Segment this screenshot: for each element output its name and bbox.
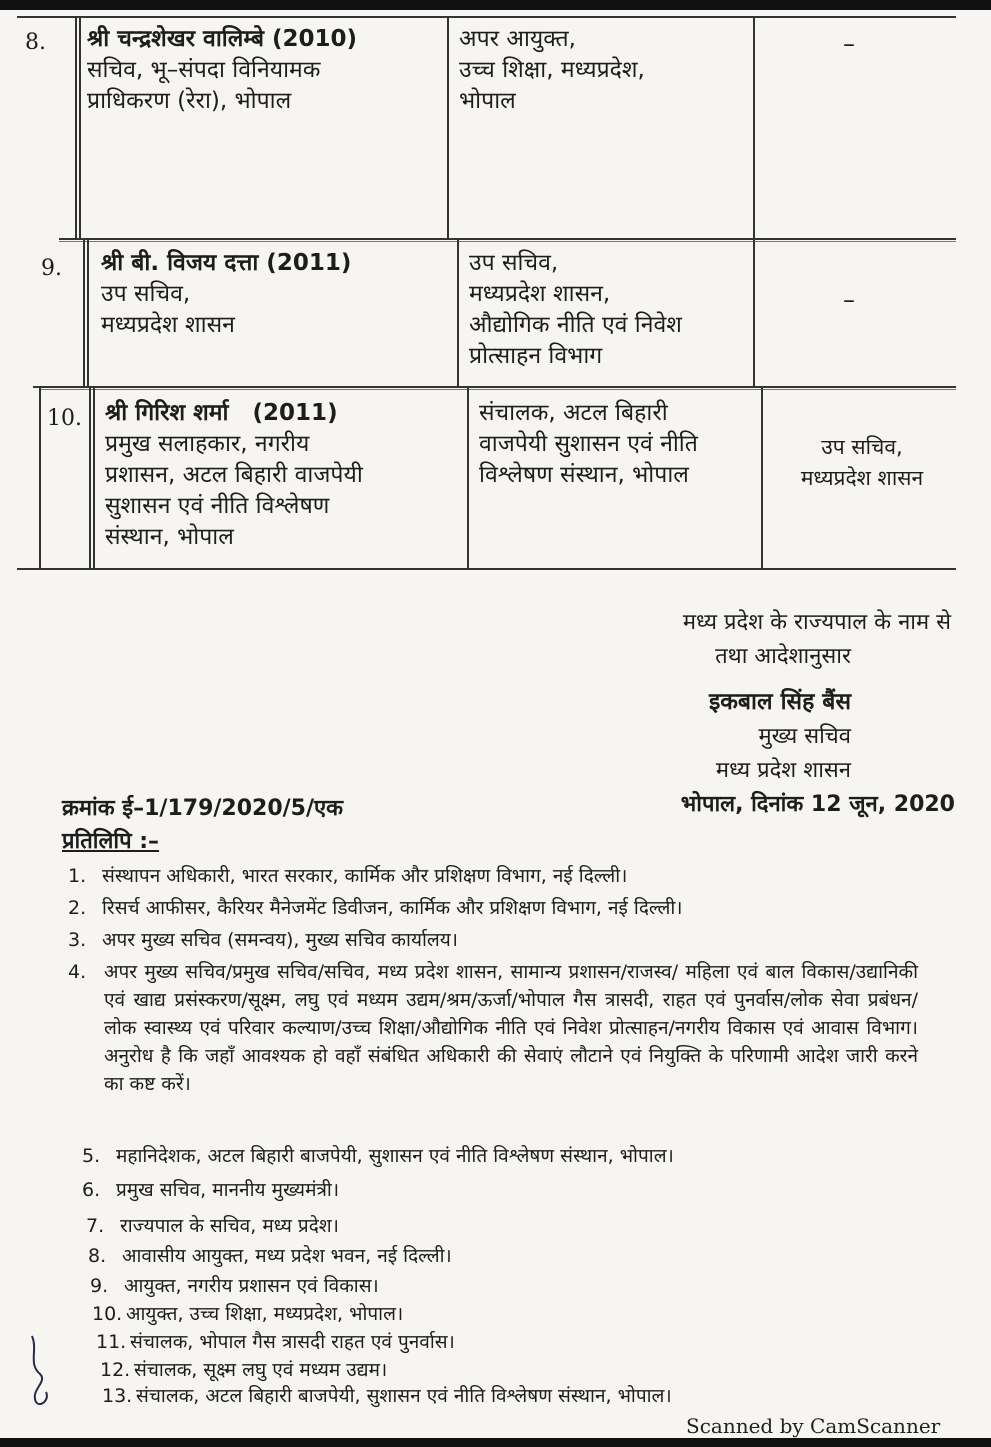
item-number: 7. <box>86 1215 105 1237</box>
new-posting <box>469 248 754 372</box>
table-column-rule <box>93 388 95 568</box>
item-text: अपर मुख्य सचिव (समन्वय), मुख्य सचिव कार्यालय। <box>102 929 458 951</box>
row-number: 9. <box>41 256 62 281</box>
scan-top-edge <box>0 0 991 10</box>
extra-charge: – <box>843 30 855 58</box>
signature-line-2: तथा आदेशानुसार <box>715 644 851 669</box>
item-number: 10. <box>92 1303 123 1325</box>
table-column-rule <box>447 16 449 238</box>
signatory-name: इकबाल सिंह बैंस <box>708 689 851 715</box>
item-text: संचालक, भोपाल गैस त्रासदी राहत एवं पुनर्वास। <box>130 1331 455 1353</box>
copy-recipient-item <box>68 926 458 954</box>
current-post-line: उप सचिव, <box>101 281 191 307</box>
item-text: आवासीय आयुक्त, मध्य प्रदेश भवन, नई दिल्ली। <box>122 1245 452 1267</box>
additional-charge <box>767 432 957 494</box>
current-post-line: प्रशासन, अटल बिहारी वाजपेयी <box>105 462 363 488</box>
table-column-rule <box>753 16 755 238</box>
new-post-line: संचालक, अटल बिहारी <box>479 400 668 426</box>
copy-recipient-item <box>82 1176 339 1204</box>
item-text: महानिदेशक, अटल बिहारी बाजपेयी, सुशासन एवं नीति विश्लेषण संस्थान, भोपाल। <box>116 1145 674 1167</box>
officer-transfer-table <box>17 16 956 574</box>
item-text: आयुक्त, उच्च शिक्षा, मध्यप्रदेश, भोपाल। <box>126 1303 404 1325</box>
extra-line: मध्यप्रदेश शासन <box>800 466 924 490</box>
current-post-line: संस्थान, भोपाल <box>105 524 234 550</box>
item-text: प्रमुख सचिव, माननीय मुख्यमंत्री। <box>116 1179 340 1201</box>
item-number: 5. <box>82 1145 101 1167</box>
table-rule <box>17 16 956 18</box>
item-number: 9. <box>90 1275 109 1297</box>
extra-line: उप सचिव, <box>821 435 903 459</box>
current-post-line: प्राधिकरण (रेरा), भोपाल <box>87 88 292 114</box>
new-post-line: प्रोत्साहन विभाग <box>469 343 603 369</box>
officer-details <box>101 248 451 341</box>
officer-name: श्री चन्द्रशेखर वालिम्बे (2010) <box>87 26 357 52</box>
table-column-rule <box>457 238 459 388</box>
copy-recipient-item <box>96 1328 455 1356</box>
new-posting <box>459 24 749 117</box>
item-text: आयुक्त, नगरीय प्रशासन एवं विकास। <box>124 1275 379 1297</box>
table-rule <box>33 386 956 388</box>
table-column-rule <box>79 16 81 238</box>
extra-charge: – <box>843 286 855 314</box>
copy-recipient-item <box>68 958 918 1098</box>
copy-recipient-item <box>86 1212 339 1240</box>
scanner-watermark: Scanned by CamScanner <box>686 1414 941 1438</box>
table-rule <box>59 238 956 240</box>
new-post-line: अपर आयुक्त, <box>459 26 576 52</box>
officer-details <box>105 398 465 553</box>
new-post-line: विश्लेषण संस्थान, भोपाल <box>479 462 689 488</box>
officer-details <box>87 24 447 117</box>
item-number: 3. <box>68 929 87 951</box>
copy-to-heading: प्रतिलिपि :– <box>62 829 160 854</box>
item-number: 13. <box>102 1385 133 1407</box>
item-number: 6. <box>82 1179 101 1201</box>
new-post-line: उच्च शिक्षा, मध्यप्रदेश, <box>459 57 645 83</box>
copy-recipient-item <box>82 1142 674 1170</box>
row-number: 10. <box>47 406 82 431</box>
signatory-office: मध्य प्रदेश शासन <box>715 758 851 783</box>
row-number: 8. <box>25 30 46 55</box>
item-number: 12. <box>100 1359 131 1381</box>
copy-recipient-item <box>68 894 682 922</box>
item-text: राज्यपाल के सचिव, मध्य प्रदेश। <box>120 1215 339 1237</box>
table-column-rule <box>467 388 469 568</box>
handwritten-initial-mark <box>20 1330 60 1410</box>
item-text: रिसर्च आफीसर, कैरियर मैनेजमेंट डिवीजन, कार्मिक और प्रशिक्षण विभाग, नई दिल्ली। <box>102 897 683 919</box>
signatory-designation: मुख्य सचिव <box>758 724 851 749</box>
copy-recipient-item <box>90 1272 379 1300</box>
order-reference-number: क्रमांक ई–1/179/2020/5/एक <box>62 796 344 821</box>
item-text: संचालक, सूक्ष्म लघु एवं मध्यम उद्यम। <box>134 1359 388 1381</box>
order-place-date: भोपाल, दिनांक 12 जून, 2020 <box>680 792 955 817</box>
copy-recipient-item <box>92 1300 403 1328</box>
table-column-rule <box>83 238 85 388</box>
new-post-line: उप सचिव, <box>469 250 559 276</box>
item-text: संस्थापन अधिकारी, भारत सरकार, कार्मिक और प्रशिक्षण विभाग, नई दिल्ली। <box>102 865 628 887</box>
table-column-rule <box>75 16 77 238</box>
scan-bottom-edge <box>0 1438 991 1447</box>
item-number: 4. <box>68 961 87 983</box>
copy-recipient-item <box>102 1382 672 1410</box>
current-post-line: सचिव, भू–संपदा विनियामक <box>87 57 321 83</box>
new-post-line: मध्यप्रदेश शासन, <box>469 281 611 307</box>
new-post-line: भोपाल <box>459 88 516 114</box>
table-column-rule <box>87 238 89 388</box>
item-number: 1. <box>68 865 87 887</box>
current-post-line: सुशासन एवं नीति विश्लेषण <box>105 493 330 519</box>
table-rule <box>39 389 956 390</box>
table-column-rule <box>89 388 91 568</box>
item-number: 2. <box>68 897 87 919</box>
table-rule <box>17 568 956 570</box>
officer-name: श्री गिरिश शर्मा (2011) <box>105 400 338 426</box>
document-page <box>0 10 991 1438</box>
new-posting <box>479 398 764 491</box>
signature-line-1: मध्य प्रदेश के राज्यपाल के नाम से <box>682 610 951 635</box>
item-number: 11. <box>96 1331 127 1353</box>
current-post-line: मध्यप्रदेश शासन <box>101 312 235 338</box>
table-column-rule <box>39 388 41 568</box>
item-text: अपर मुख्य सचिव/प्रमुख सचिव/सचिव, मध्य प्रदेश शासन, सामान्य प्रशासन/राजस्व/ महिला एवं बाल विकास/उद्यानिकी एवं खाद्य प्रसंस्करण/सूक्ष्म, लघु एवं मध्यम उद्यम/श्रम/ऊर्जा/भोपाल गैस त्रासदी, राहत एवं पुनर्वास/लोक सेवा प्रबंधन/लोक स्वास्थ्य एवं परिवार कल्याण/उच्च शिक्षा/औद्योगिक नीति एवं निवेश प्रोत्साहन/नगरीय विकास एवं आवास विभाग। अनुरोध है कि जहाँ आवश्यक हो वहाँ संबंधित अधिकारी की सेवाएं लौटाने एवं नियुक्ति के परिणामी आदेश जारी करने का कष्ट करें। <box>104 961 918 1095</box>
current-post-line: प्रमुख सलाहकार, नगरीय <box>105 431 310 457</box>
officer-name: श्री बी. विजय दत्ता (2011) <box>101 250 352 276</box>
item-number: 8. <box>88 1245 107 1267</box>
item-text: संचालक, अटल बिहारी बाजपेयी, सुशासन एवं नीति विश्लेषण संस्थान, भोपाल। <box>136 1385 672 1407</box>
new-post-line: औद्योगिक नीति एवं निवेश <box>469 312 682 338</box>
table-rule <box>59 241 956 242</box>
copy-recipient-item <box>100 1356 387 1384</box>
copy-recipient-item <box>88 1242 452 1270</box>
copy-recipient-item <box>68 862 627 890</box>
new-post-line: वाजपेयी सुशासन एवं नीति <box>479 431 698 457</box>
